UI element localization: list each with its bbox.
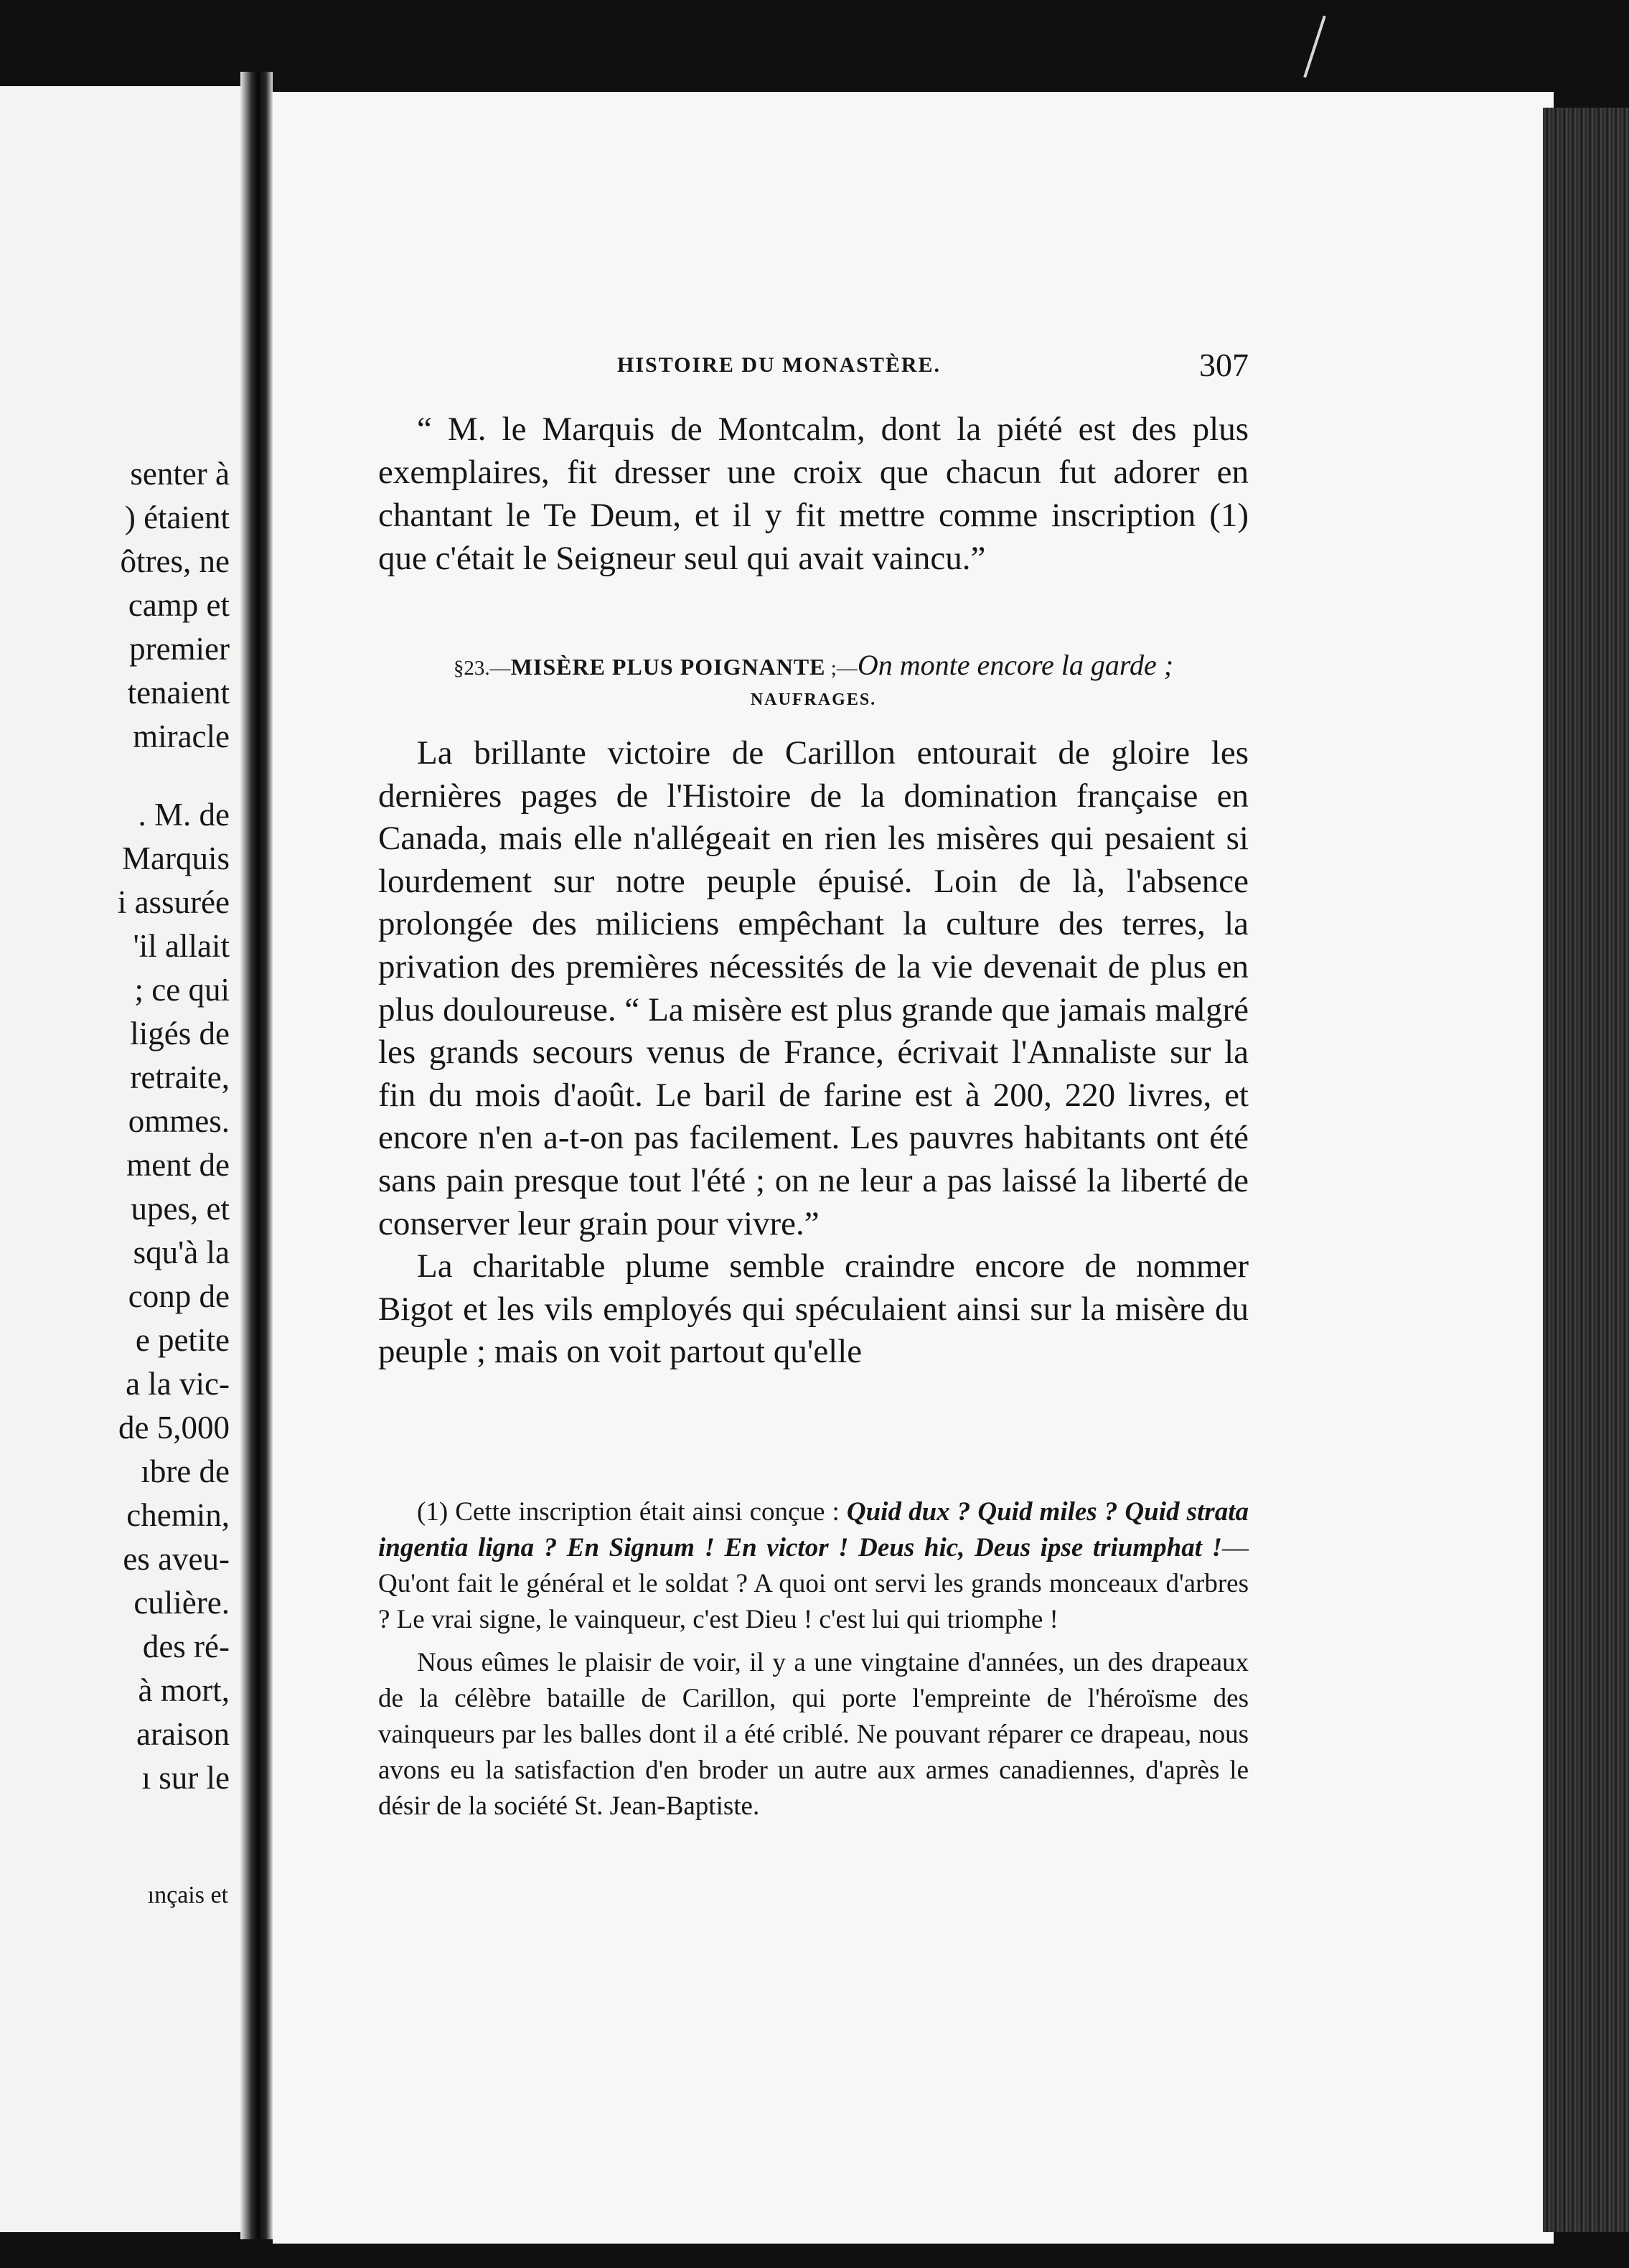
left-page-gap bbox=[0, 759, 230, 793]
left-page-line: e petite bbox=[135, 1322, 230, 1358]
left-page bbox=[0, 86, 240, 2232]
left-page-footnote-fragment: ınçais et bbox=[147, 1882, 228, 1908]
quote-paragraph: “ M. le Marquis de Montcalm, dont la piété est des plus exemplaires, fit dresser une croix que chacun fut adorer en chantant le Te Deum, et il y fit mettre comme inscription (1) que c'était le Seigneur seul qui avait vaincu.” bbox=[378, 411, 1249, 577]
section-heading-line2: NAUFRAGES. bbox=[750, 690, 877, 709]
left-page-line: ligés de bbox=[130, 1016, 230, 1051]
footnotes bbox=[378, 1494, 1249, 1824]
footnote-2: Nous eûmes le plaisir de voir, il y a une vingtaine d'années, un des drapeaux de la célèbre bataille de Carillon, qui porte l'empreinte de l'héroïsme des vainqueurs par les balles dont il a été criblé. Ne pouvant réparer ce drapeau, nous avons eu la satisfaction d'en broder un autre aux armes canadiennes, d'après le désir de la société St. Jean-Baptiste. bbox=[378, 1648, 1249, 1821]
left-page-line: es aveu- bbox=[123, 1541, 230, 1577]
page-edges bbox=[1543, 108, 1629, 2232]
left-page-line: ment de bbox=[126, 1147, 230, 1183]
book-gutter bbox=[240, 72, 273, 2239]
left-page-line: upes, et bbox=[131, 1191, 230, 1227]
section-separator: ;— bbox=[825, 657, 858, 680]
left-page-line: miracle bbox=[133, 718, 230, 754]
left-page-line: senter à bbox=[130, 456, 230, 492]
left-page-line: camp et bbox=[128, 587, 230, 623]
left-page-line: a la vic- bbox=[126, 1366, 230, 1402]
main-text bbox=[378, 732, 1249, 1374]
quote-block bbox=[378, 408, 1249, 580]
left-page-line: i assurée bbox=[117, 884, 230, 920]
section-number: §23.— bbox=[453, 657, 511, 680]
left-page-line: conp de bbox=[128, 1278, 230, 1314]
left-page-line: à mort, bbox=[138, 1672, 230, 1708]
left-page-line: culière. bbox=[133, 1585, 230, 1621]
left-page-line: . M. de bbox=[138, 797, 230, 833]
body-paragraph: La brillante victoire de Carillon entourait de gloire les dernières pages de l'Histoire de la domination française en Canada, mais elle n'allégeait en rien les misères qui pesaient si lourdement sur notre peuple épuisé. Loin de là, l'absence prolongée des miliciens empêchant la culture des terres, la privation des premières nécessités de la vie devenait de plus en plus douloureuse. “ La misère est plus grande que jamais malgré les grands secours venus de France, écrivait l'Annaliste sur la fin du mois d'août. Le baril de farine est à 200, 220 livres, et encore n'en a-t-on pas facilement. Les pauvres habitants ont été sans pain presque tout l'été ; on ne leur a pas laissé la liberté de conserver leur grain pour vivre.” bbox=[378, 734, 1249, 1242]
left-page-line: ommes. bbox=[128, 1103, 230, 1139]
left-page-line: tenaient bbox=[127, 675, 230, 711]
left-page-line: ı sur le bbox=[141, 1760, 230, 1796]
left-page-line: de 5,000 bbox=[118, 1410, 230, 1445]
left-page-line: ıbre de bbox=[141, 1453, 230, 1489]
left-page-line: Marquis bbox=[122, 840, 230, 876]
left-page-line: chemin, bbox=[126, 1497, 230, 1533]
section-title-italic: On monte encore la garde ; bbox=[857, 649, 1174, 681]
section-title-caps: MISÈRE PLUS POIGNANTE bbox=[510, 654, 826, 680]
footnote-1 bbox=[378, 1494, 1249, 1638]
left-page-text bbox=[0, 452, 230, 1800]
left-page-line: squ'à la bbox=[133, 1234, 230, 1270]
page-number: 307 bbox=[1199, 347, 1249, 383]
left-page-line: ; ce qui bbox=[134, 972, 230, 1008]
left-page-line: retraite, bbox=[130, 1059, 230, 1095]
left-page-line: 'il allait bbox=[133, 928, 230, 964]
section-heading bbox=[378, 650, 1249, 716]
body-paragraph: La charitable plume semble craindre encore de nommer Bigot et les vils employés qui spéculaient ainsi sur la misère du peuple ; mais on voit partout qu'elle bbox=[378, 1247, 1249, 1371]
running-head: HISTOIRE DU MONASTÈRE. bbox=[617, 353, 942, 377]
left-page-line: ôtres, ne bbox=[120, 543, 230, 579]
footnote-1-translation: —Qu'ont fait le général et le soldat ? A quoi ont servi les grands monceaux d'arbres ? Le vrai signe, le vainqueur, c'est Dieu ! c'est lui qui triomphe ! bbox=[378, 1533, 1249, 1634]
footnote-1-latin: Quid dux ? Quid miles ? Quid strata ingentia ligna ? En Signum ! En victor ! Deus hic, Deus ipse triumphat ! bbox=[378, 1497, 1249, 1562]
left-page-line: araison bbox=[136, 1716, 230, 1752]
left-page-line: premier bbox=[129, 631, 230, 667]
footnote-1-intro: (1) Cette inscription était ainsi conçue : bbox=[417, 1497, 847, 1527]
section-heading-line1 bbox=[378, 650, 1249, 684]
left-page-line: ) étaient bbox=[124, 500, 230, 535]
left-page-line: des ré- bbox=[142, 1629, 230, 1664]
